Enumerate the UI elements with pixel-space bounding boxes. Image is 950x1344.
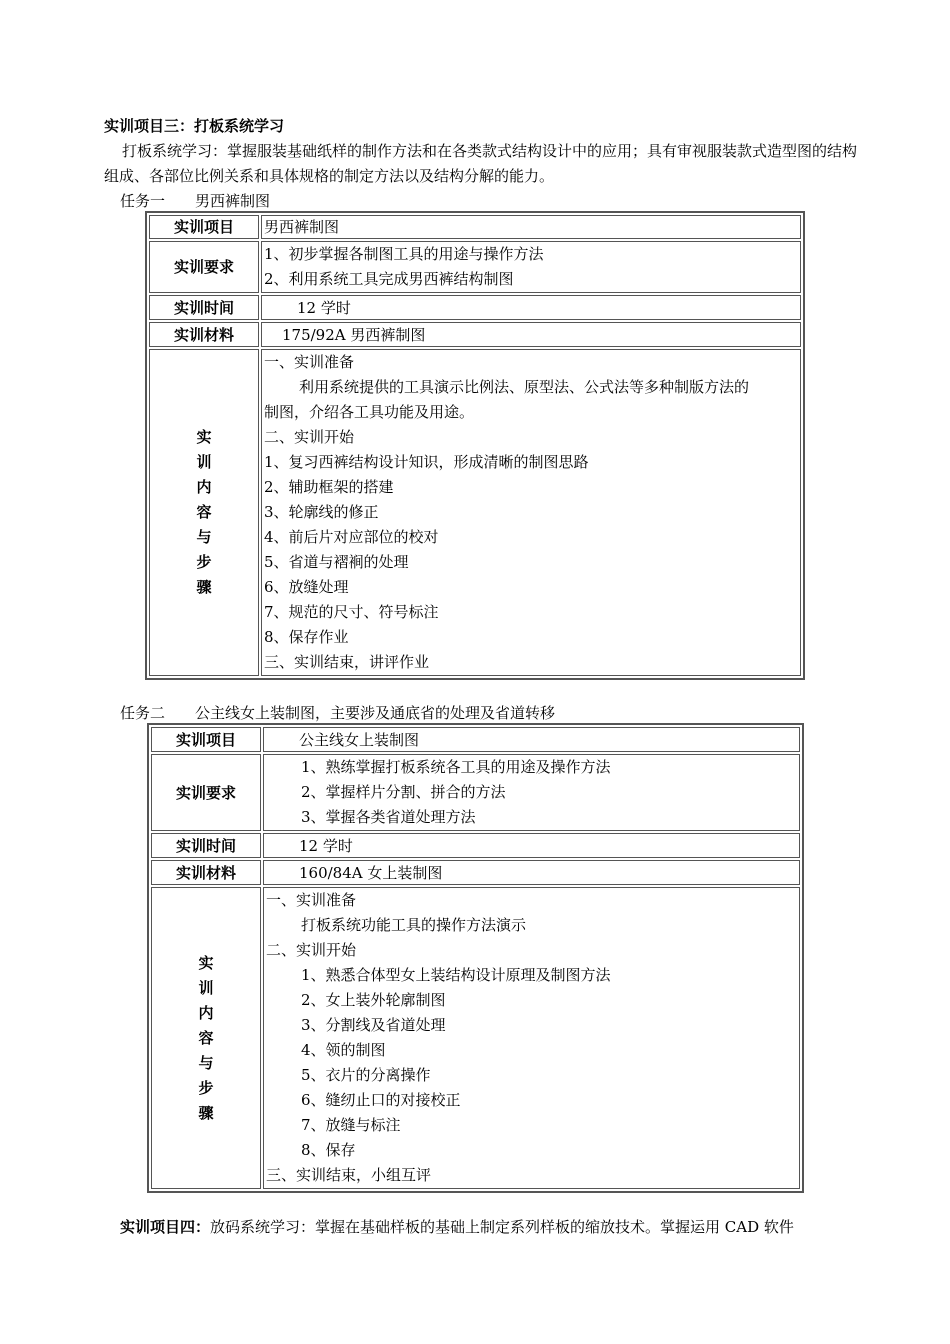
- task2-step: 二、实训开始: [266, 941, 357, 959]
- task2-step: 4、领的制图: [301, 1041, 386, 1059]
- task2-material-value: 160/84A 女上装制图: [263, 860, 800, 885]
- task2-content-char: 与: [198, 1053, 214, 1072]
- task1-step: 二、实训开始: [264, 428, 355, 446]
- task1-content-char: 实: [196, 428, 212, 446]
- task2-step: 6、缝纫止口的对接校正: [301, 1091, 461, 1109]
- task1-content-char: 步: [196, 553, 212, 571]
- task2-content-char: 训: [198, 978, 214, 997]
- task1-material-value: 175/92A 男西裤制图: [261, 322, 801, 347]
- task1-step: 5、省道与褶裥的处理: [264, 553, 409, 571]
- task2-project-value: 公主线女上装制图: [263, 727, 800, 752]
- task1-step: 制图，介绍各工具功能及用途。: [264, 403, 475, 421]
- task2-requirements: [263, 754, 800, 831]
- task1-step: 6、放缝处理: [264, 578, 349, 596]
- task2-step: 5、衣片的分离操作: [301, 1066, 431, 1084]
- task2-content-char: 实: [198, 953, 214, 972]
- task2-content-label: [151, 887, 261, 1189]
- task2-content-char: 内: [198, 1003, 214, 1022]
- task1-table: [145, 211, 805, 680]
- task2-step: 一、实训准备: [266, 891, 357, 909]
- task2-step: 7、放缝与标注: [301, 1116, 401, 1134]
- section4-title: 实训项目四：: [120, 1218, 211, 1236]
- task2-requirement-item: 3、掌握各类省道处理方法: [301, 808, 476, 826]
- task1-project-label: 实训项目: [149, 215, 259, 239]
- task1-heading: 任务一 男西裤制图: [120, 192, 271, 210]
- task1-step: 三、实训结束，讲评作业: [264, 653, 430, 671]
- task1-project-value: 男西裤制图: [261, 215, 801, 239]
- task2-requirement-label: 实训要求: [151, 754, 261, 831]
- task2-content-char: 容: [198, 1028, 214, 1047]
- task1-step: 1、复习西裤结构设计知识，形成清晰的制图思路: [264, 453, 589, 471]
- task2-step: 打板系统功能工具的操作方法演示: [301, 916, 527, 934]
- section4-line: [120, 1217, 794, 1237]
- task2-step: 1、熟悉合体型女上装结构设计原理及制图方法: [301, 966, 611, 984]
- task1-step: 利用系统提供的工具演示比例法、原型法、公式法等多种制版方法的: [299, 378, 750, 396]
- task1-content-char: 容: [196, 503, 212, 521]
- section4-description: 放码系统学习：掌握在基础样板的基础上制定系列样板的缩放技术。掌握运用 CAD 软件: [210, 1218, 794, 1236]
- section3-title: 实训项目三：打板系统学习: [104, 117, 285, 135]
- task1-requirement-item: 1、初步掌握各制图工具的用途与操作方法: [264, 245, 544, 263]
- task2-step: 三、实训结束，小组互评: [266, 1166, 432, 1184]
- task2-time-value: 12 学时: [263, 833, 800, 858]
- task1-requirements: [261, 241, 801, 293]
- task1-step: 4、前后片对应部位的校对: [264, 528, 439, 546]
- task1-time-value: 12 学时: [261, 295, 801, 320]
- task1-content-label: [149, 349, 259, 676]
- task2-heading: 任务二 公主线女上装制图，主要涉及通底省的处理及省道转移: [120, 704, 556, 722]
- task1-material-label: 实训材料: [149, 322, 259, 347]
- task2-table: [147, 723, 804, 1193]
- task2-time-label: 实训时间: [151, 833, 261, 858]
- section3-description: 打板系统学习：掌握服装基础纸样的制作方法和在各类款式结构设计中的应用；具有审视服装款式造型图的结构组成、各部位比例关系和具体规格的制定方法以及结构分解的能力。: [104, 142, 858, 185]
- task1-requirement-label: 实训要求: [149, 241, 259, 293]
- task1-content-char: 训: [196, 453, 212, 471]
- task1-step: 7、规范的尺寸、符号标注: [264, 603, 439, 621]
- task2-requirement-item: 1、熟练掌握打板系统各工具的用途及操作方法: [301, 758, 611, 776]
- task2-step: 3、分割线及省道处理: [301, 1016, 446, 1034]
- task1-time-label: 实训时间: [149, 295, 259, 320]
- task1-step: 2、辅助框架的搭建: [264, 478, 394, 496]
- task1-step: 8、保存作业: [264, 628, 349, 646]
- task1-content-char: 与: [196, 528, 212, 546]
- task1-step: 一、实训准备: [264, 353, 355, 371]
- task2-requirement-item: 2、掌握样片分割、拼合的方法: [301, 783, 506, 801]
- task1-step: 3、轮廓线的修正: [264, 503, 379, 521]
- task2-material-label: 实训材料: [151, 860, 261, 885]
- task1-content-char: 内: [196, 478, 212, 496]
- task2-content-char: 步: [198, 1078, 214, 1097]
- task2-steps: [263, 887, 800, 1189]
- task2-project-label: 实训项目: [151, 727, 261, 752]
- task1-content-char: 骤: [196, 578, 212, 596]
- task2-step: 8、保存: [301, 1141, 356, 1159]
- task2-step: 2、女上装外轮廓制图: [301, 991, 446, 1009]
- task1-steps: [261, 349, 801, 676]
- task1-requirement-item: 2、利用系统工具完成男西裤结构制图: [264, 270, 514, 288]
- task2-content-char: 骤: [198, 1103, 214, 1122]
